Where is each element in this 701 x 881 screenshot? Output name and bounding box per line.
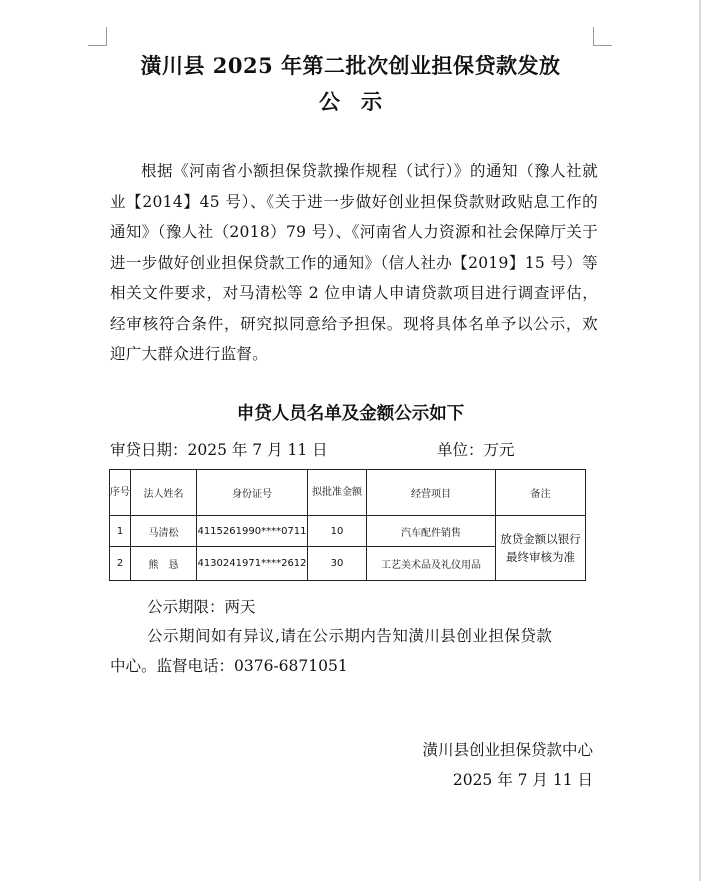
- unit-label: 单位：万元: [437, 441, 515, 459]
- row-amount: 30: [308, 547, 367, 581]
- row-name: 熊 恳: [131, 547, 197, 581]
- margin-mark-top-left: [88, 27, 107, 46]
- table-header-row: [110, 470, 586, 516]
- publicity-period: 公示期限：两天: [147, 598, 256, 616]
- issuing-organization: 潢川县创业担保贷款中心: [422, 741, 593, 759]
- header-project: 经营项目: [367, 470, 496, 516]
- document-subtitle: 公 示: [319, 89, 382, 114]
- row-project: 汽车配件销售: [367, 516, 496, 547]
- header-amount: 拟批准金额: [308, 470, 367, 516]
- header-id: 身份证号: [197, 470, 308, 516]
- row-seq: 2: [110, 547, 131, 581]
- note-cell: 放贷金额以银行最终审核为准: [496, 516, 586, 581]
- row-id: 4130241971****2612: [197, 547, 308, 581]
- intro-paragraph: 根据《河南省小额担保贷款操作规程（试行）》的通知（豫人社就业【2014】45 号）、《关于进一步做好创业担保贷款财政贴息工作的通知》（豫人社（2018）79 号）、《河南省人力资源和社会保障厅关于进一步做好创业担保贷款工作的通知》（信人社办【2019】15 号）等相关文件要求，对马清松等 2 位申请人申请贷款项目进行调查评估，经审核符合条件，研究拟同意给予担保。现将具体名单予以公示，欢迎广大群众进行监督。: [110, 162, 598, 363]
- document-title: 潢川县 2025 年第二批次创业担保贷款发放: [140, 53, 561, 78]
- row-name: 马清松: [131, 516, 197, 547]
- loan-table: [109, 469, 586, 581]
- header-seq: 序号: [110, 470, 131, 516]
- supervision-phone: 中心。监督电话：0376-6871051: [110, 657, 348, 675]
- header-note: 备注: [496, 470, 586, 516]
- row-amount: 10: [308, 516, 367, 547]
- objection-notice: 公示期间如有异议,请在公示期内告知潢川县创业担保贷款: [147, 627, 553, 645]
- review-date: 审贷日期：2025 年 7 月 11 日: [110, 441, 328, 459]
- list-heading: 申贷人员名单及金额公示如下: [236, 404, 465, 424]
- row-id: 4115261990****0711: [197, 516, 308, 547]
- issue-date: 2025 年 7 月 11 日: [452, 771, 593, 789]
- table-row: [110, 516, 586, 547]
- row-project: 工艺美术品及礼仪用品: [367, 547, 496, 581]
- header-name: 法人姓名: [131, 470, 197, 516]
- margin-mark-top-right: [593, 27, 612, 46]
- row-seq: 1: [110, 516, 131, 547]
